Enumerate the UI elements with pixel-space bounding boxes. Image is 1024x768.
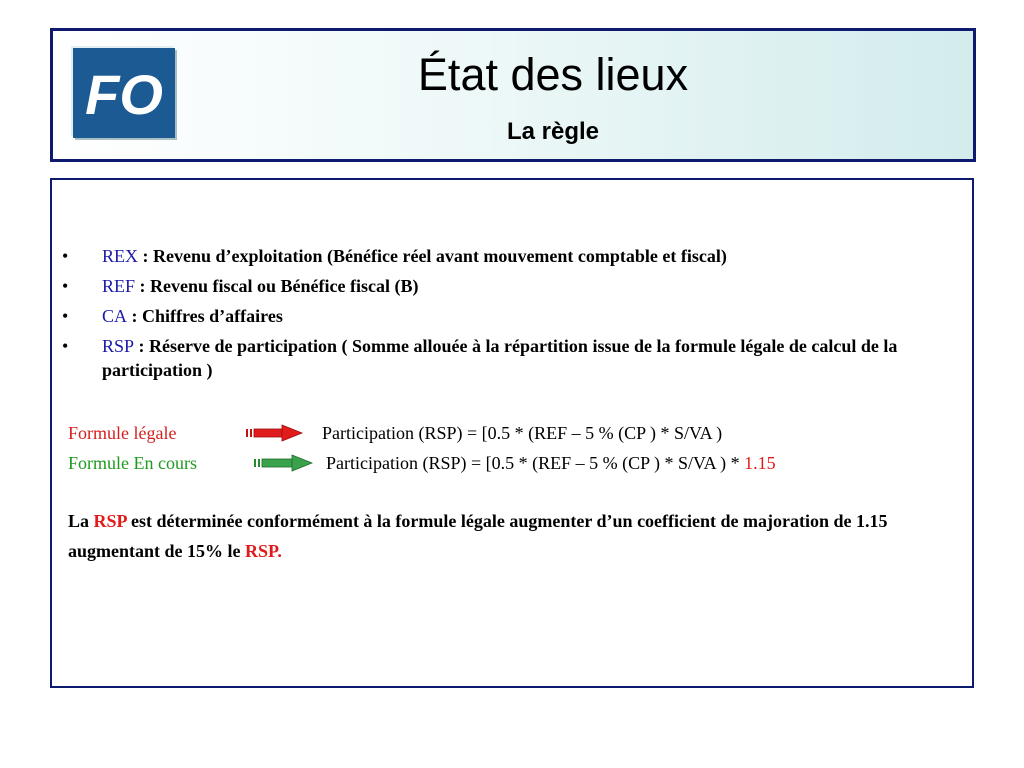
explanation-paragraph <box>68 506 948 566</box>
formula-current-factor: 1.15 <box>744 453 776 473</box>
definition-text: : Chiffres d’affaires <box>127 306 283 326</box>
term-rex: REX <box>102 246 138 266</box>
bullet-icon: • <box>62 336 69 356</box>
list-item <box>60 244 920 268</box>
list-item <box>60 334 920 382</box>
formula-legal-label: Formule légale <box>68 423 177 443</box>
page-title: État des lieux <box>417 49 689 100</box>
formula-legal-row <box>68 420 948 446</box>
red-arrow-icon <box>246 424 304 442</box>
term-ref: REF <box>102 276 136 296</box>
formula-legal-text: Participation (RSP) = [0.5 * (REF – 5 % (CP ) * S/VA ) <box>322 423 723 443</box>
definition-text: : Revenu d’exploitation (Bénéfice réel avant mouvement comptable et fiscal) <box>138 246 727 266</box>
paragraph-rsp-1: RSP <box>93 511 127 531</box>
definition-text: : Revenu fiscal ou Bénéfice fiscal (B) <box>135 276 419 296</box>
definition-text: : Réserve de participation ( Somme allouée à la répartition issue de la formule légale de calcul de la participation ) <box>102 336 898 380</box>
bullet-icon: • <box>62 276 69 296</box>
formula-current-text <box>326 450 776 476</box>
definition-list <box>60 244 920 388</box>
content-panel <box>50 178 974 688</box>
formula-current-row <box>68 450 948 476</box>
list-item <box>60 304 920 328</box>
bullet-icon: • <box>62 246 69 266</box>
term-rsp: RSP <box>102 336 135 356</box>
logo-text: FO <box>85 63 163 126</box>
formula-current-expression: Participation (RSP) = [0.5 * (REF – 5 % (CP ) * S/VA ) * <box>326 453 745 473</box>
paragraph-part-2: est déterminée conformément à la formule légale augmenter d’un coefficient de majoration de 1.15 augmentant de 15% le <box>68 511 888 561</box>
formula-current-label: Formule En cours <box>68 453 197 473</box>
page-subtitle: La règle <box>506 118 600 145</box>
green-arrow-icon <box>254 454 314 472</box>
header-banner <box>50 28 976 162</box>
paragraph-rsp-2: RSP. <box>245 541 282 561</box>
list-item <box>60 274 920 298</box>
term-ca: CA <box>102 306 128 326</box>
bullet-icon: • <box>62 306 69 326</box>
paragraph-part-1: La <box>68 511 94 531</box>
